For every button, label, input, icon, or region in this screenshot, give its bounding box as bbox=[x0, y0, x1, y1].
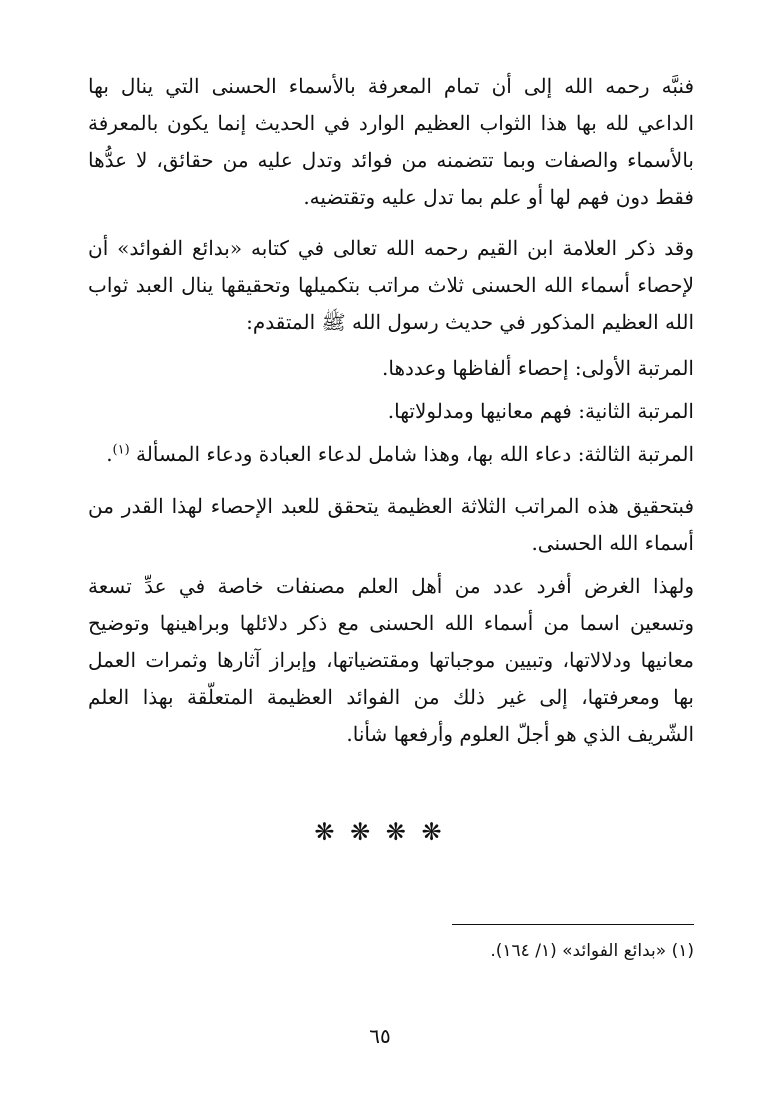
paragraph-3: فبتحقيق هذه المراتب الثلاثة العظيمة يتحقق للعبد الإحصاء لهذا القدر من أسماء الله الحسنى. bbox=[88, 494, 694, 555]
rank-one-line: المرتبة الأولى: إحصاء ألفاظها وعددها. bbox=[382, 356, 694, 380]
footnote-divider bbox=[452, 924, 694, 925]
paragraph-1: فنبَّه رحمه الله إلى أن تمام المعرفة بالأسماء الحسنى التي ينال بها الداعي لله بها هذا الثواب العظيم الوارد في الحديث إنما يكون بالمعرفة بالأسماء والصفات وبما تتضمنه من فوائد وتدل عليه من حقائق، لا عدُّها فقط دون فهم لها أو علم بما تدل عليه وتقتضيه. bbox=[88, 74, 694, 209]
footnote: (١) «بدائع الفوائد» (١/ ١٦٤). bbox=[490, 941, 694, 961]
footnote-reference-marker[interactable]: (١) bbox=[112, 442, 130, 458]
section-separator-icon: ❋ ❋ ❋ ❋ bbox=[314, 818, 446, 846]
paragraph-2: وقد ذكر العلامة ابن القيم رحمه الله تعالى في كتابه «بدائع الفوائد» أن لإحصاء أسماء الله الحسنى ثلاث مراتب بتكميلها وتحقيقها ينال العبد ثواب الله العظيم المذكور في حديث رسول الله ﷺ المتقدم: bbox=[88, 236, 694, 334]
rank-three-period: . bbox=[106, 442, 113, 466]
paragraph-4: ولهذا الغرض أفرد عدد من أهل العلم مصنفات خاصة في عدِّ تسعة وتسعين اسما من أسماء الله الحسنى مع ذكر دلائلها وبراهينها وتوضيح معانيها ودلالاتها، وتبيين موجباتها ومقتضياتها، وإبراز آثارها وثمرات العمل بها ومعرفتها، إلى غير ذلك من الفوائد العظيمة المتعلّقة بهذا العلم الشّريف الذي هو أجلّ العلوم وأرفعها شأنا. bbox=[88, 574, 694, 746]
rank-three-text: المرتبة الثالثة: دعاء الله بها، وهذا شامل لدعاء العبادة ودعاء المسألة bbox=[136, 442, 694, 466]
page-number: ٦٥ bbox=[369, 1024, 391, 1048]
rank-three-line bbox=[88, 436, 694, 473]
rank-two-line: المرتبة الثانية: فهم معانيها ومدلولاتها. bbox=[387, 399, 694, 423]
